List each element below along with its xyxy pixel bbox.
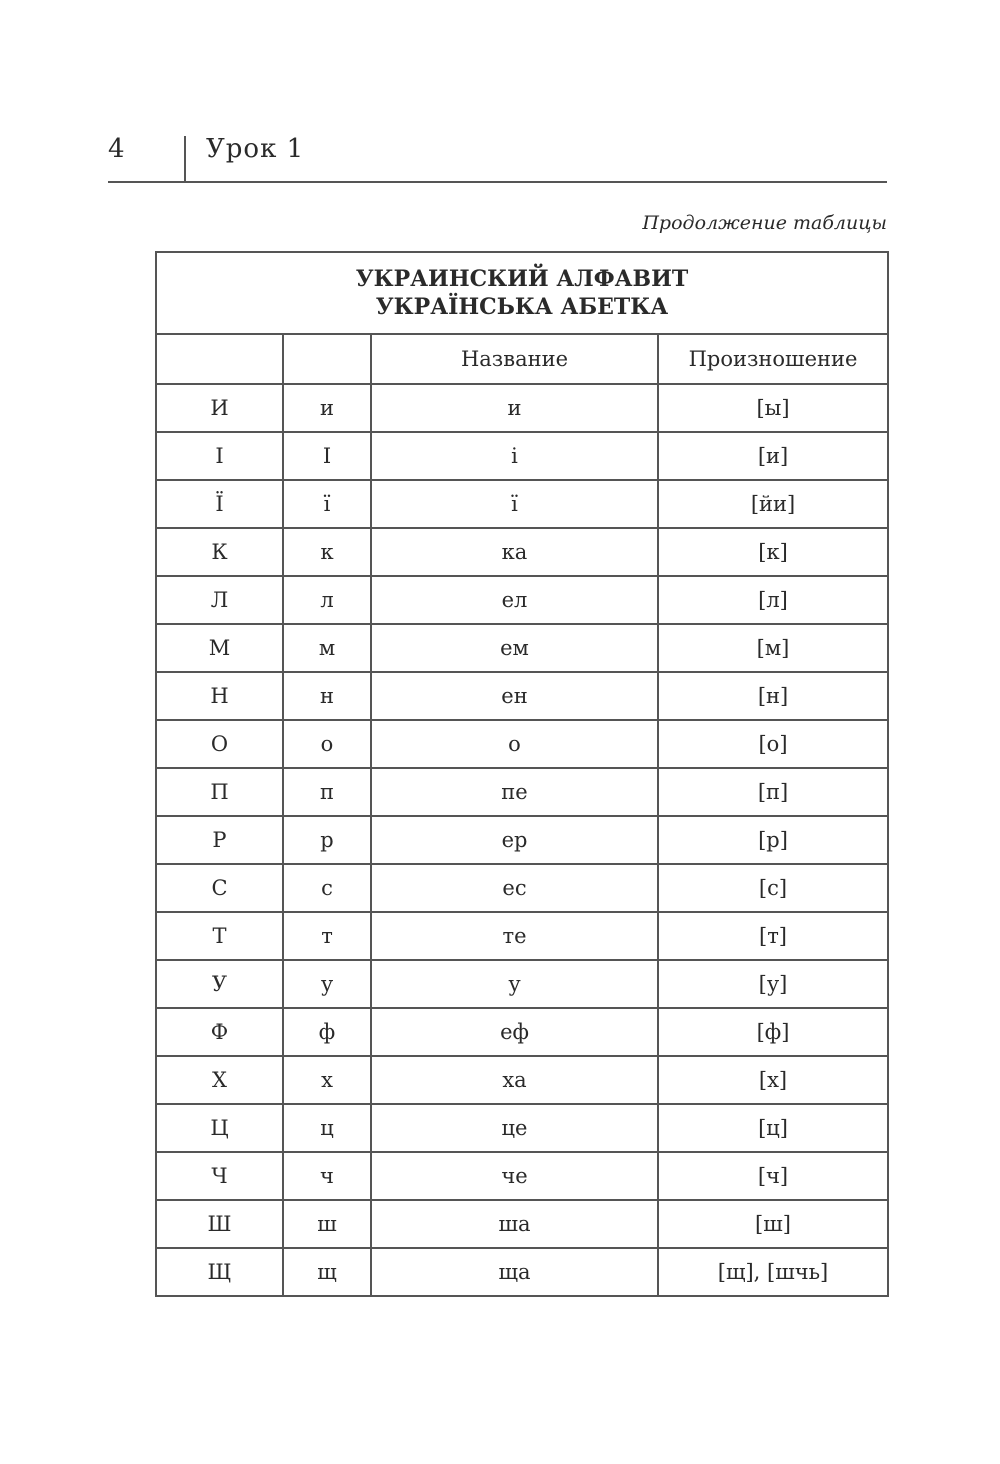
letter-lowercase: р — [283, 816, 371, 864]
table-row — [156, 1200, 888, 1248]
column-header-name: Название — [371, 334, 658, 384]
letter-uppercase: У — [156, 960, 283, 1008]
letter-uppercase: Ц — [156, 1104, 283, 1152]
letter-name: ес — [371, 864, 658, 912]
letter-lowercase: І — [283, 432, 371, 480]
table-title-ru: УКРАИНСКИЙ АЛФАВИТ — [355, 266, 689, 292]
letter-pronunciation: [йи] — [658, 480, 888, 528]
letter-pronunciation: [р] — [658, 816, 888, 864]
table-row — [156, 480, 888, 528]
letter-pronunciation: [м] — [658, 624, 888, 672]
letter-uppercase: Ф — [156, 1008, 283, 1056]
letter-pronunciation: [ы] — [658, 384, 888, 432]
alphabet-table — [155, 251, 889, 1297]
table-row — [156, 1248, 888, 1296]
letter-pronunciation: [н] — [658, 672, 888, 720]
letter-lowercase: о — [283, 720, 371, 768]
table-row — [156, 1104, 888, 1152]
letter-uppercase: П — [156, 768, 283, 816]
letter-name: ща — [371, 1248, 658, 1296]
letter-uppercase: С — [156, 864, 283, 912]
table-row — [156, 432, 888, 480]
letter-name: ер — [371, 816, 658, 864]
column-header-lower — [283, 334, 371, 384]
letter-name: ха — [371, 1056, 658, 1104]
letter-lowercase: ї — [283, 480, 371, 528]
letter-name: еф — [371, 1008, 658, 1056]
letter-uppercase: Ї — [156, 480, 283, 528]
letter-lowercase: ф — [283, 1008, 371, 1056]
letter-pronunciation: [т] — [658, 912, 888, 960]
header-rule — [108, 181, 887, 183]
letter-pronunciation: [к] — [658, 528, 888, 576]
table-row — [156, 624, 888, 672]
table-row — [156, 720, 888, 768]
letter-lowercase: с — [283, 864, 371, 912]
lesson-title: Урок 1 — [206, 134, 305, 164]
letter-pronunciation: [и] — [658, 432, 888, 480]
letter-uppercase: Ч — [156, 1152, 283, 1200]
letter-pronunciation: [ш] — [658, 1200, 888, 1248]
letter-lowercase: ц — [283, 1104, 371, 1152]
letter-pronunciation: [ч] — [658, 1152, 888, 1200]
table-body — [156, 384, 888, 1296]
letter-uppercase: Н — [156, 672, 283, 720]
table-row — [156, 576, 888, 624]
letter-lowercase: к — [283, 528, 371, 576]
letter-name: ї — [371, 480, 658, 528]
letter-name: ка — [371, 528, 658, 576]
letter-uppercase: Р — [156, 816, 283, 864]
letter-lowercase: х — [283, 1056, 371, 1104]
letter-name: че — [371, 1152, 658, 1200]
letter-name: і — [371, 432, 658, 480]
letter-lowercase: щ — [283, 1248, 371, 1296]
table-row — [156, 1056, 888, 1104]
letter-pronunciation: [ф] — [658, 1008, 888, 1056]
table-row — [156, 672, 888, 720]
letter-pronunciation: [о] — [658, 720, 888, 768]
letter-lowercase: и — [283, 384, 371, 432]
letter-pronunciation: [ц] — [658, 1104, 888, 1152]
letter-lowercase: н — [283, 672, 371, 720]
letter-uppercase: Щ — [156, 1248, 283, 1296]
letter-pronunciation: [с] — [658, 864, 888, 912]
table-row — [156, 1152, 888, 1200]
table-row — [156, 384, 888, 432]
letter-name: ша — [371, 1200, 658, 1248]
letter-name: и — [371, 384, 658, 432]
letter-name: те — [371, 912, 658, 960]
letter-name: у — [371, 960, 658, 1008]
header-divider — [184, 136, 186, 183]
table-row — [156, 816, 888, 864]
letter-lowercase: ш — [283, 1200, 371, 1248]
letter-lowercase: т — [283, 912, 371, 960]
letter-pronunciation: [у] — [658, 960, 888, 1008]
letter-lowercase: ч — [283, 1152, 371, 1200]
letter-lowercase: л — [283, 576, 371, 624]
letter-uppercase: Л — [156, 576, 283, 624]
letter-uppercase: Х — [156, 1056, 283, 1104]
letter-uppercase: І — [156, 432, 283, 480]
column-header-row — [156, 334, 888, 384]
letter-name: ен — [371, 672, 658, 720]
letter-name: ем — [371, 624, 658, 672]
column-header-upper — [156, 334, 283, 384]
letter-pronunciation: [х] — [658, 1056, 888, 1104]
table-title-uk: УКРАЇНСЬКА АБЕТКА — [375, 294, 669, 320]
letter-name: пе — [371, 768, 658, 816]
continuation-note: Продолжение таблицы — [642, 212, 887, 234]
table-row — [156, 768, 888, 816]
letter-uppercase: Ш — [156, 1200, 283, 1248]
letter-name: це — [371, 1104, 658, 1152]
column-header-pronunciation: Произношение — [658, 334, 888, 384]
table-row — [156, 864, 888, 912]
table-row — [156, 1008, 888, 1056]
letter-lowercase: м — [283, 624, 371, 672]
letter-name: ел — [371, 576, 658, 624]
letter-pronunciation: [щ], [шчь] — [658, 1248, 888, 1296]
letter-uppercase: И — [156, 384, 283, 432]
table-title — [156, 252, 888, 334]
table-row — [156, 960, 888, 1008]
page-number: 4 — [108, 134, 125, 164]
letter-pronunciation: [л] — [658, 576, 888, 624]
letter-pronunciation: [п] — [658, 768, 888, 816]
letter-uppercase: К — [156, 528, 283, 576]
letter-uppercase: О — [156, 720, 283, 768]
letter-uppercase: Т — [156, 912, 283, 960]
letter-name: о — [371, 720, 658, 768]
letter-uppercase: М — [156, 624, 283, 672]
table-row — [156, 912, 888, 960]
table-row — [156, 528, 888, 576]
letter-lowercase: п — [283, 768, 371, 816]
letter-lowercase: у — [283, 960, 371, 1008]
